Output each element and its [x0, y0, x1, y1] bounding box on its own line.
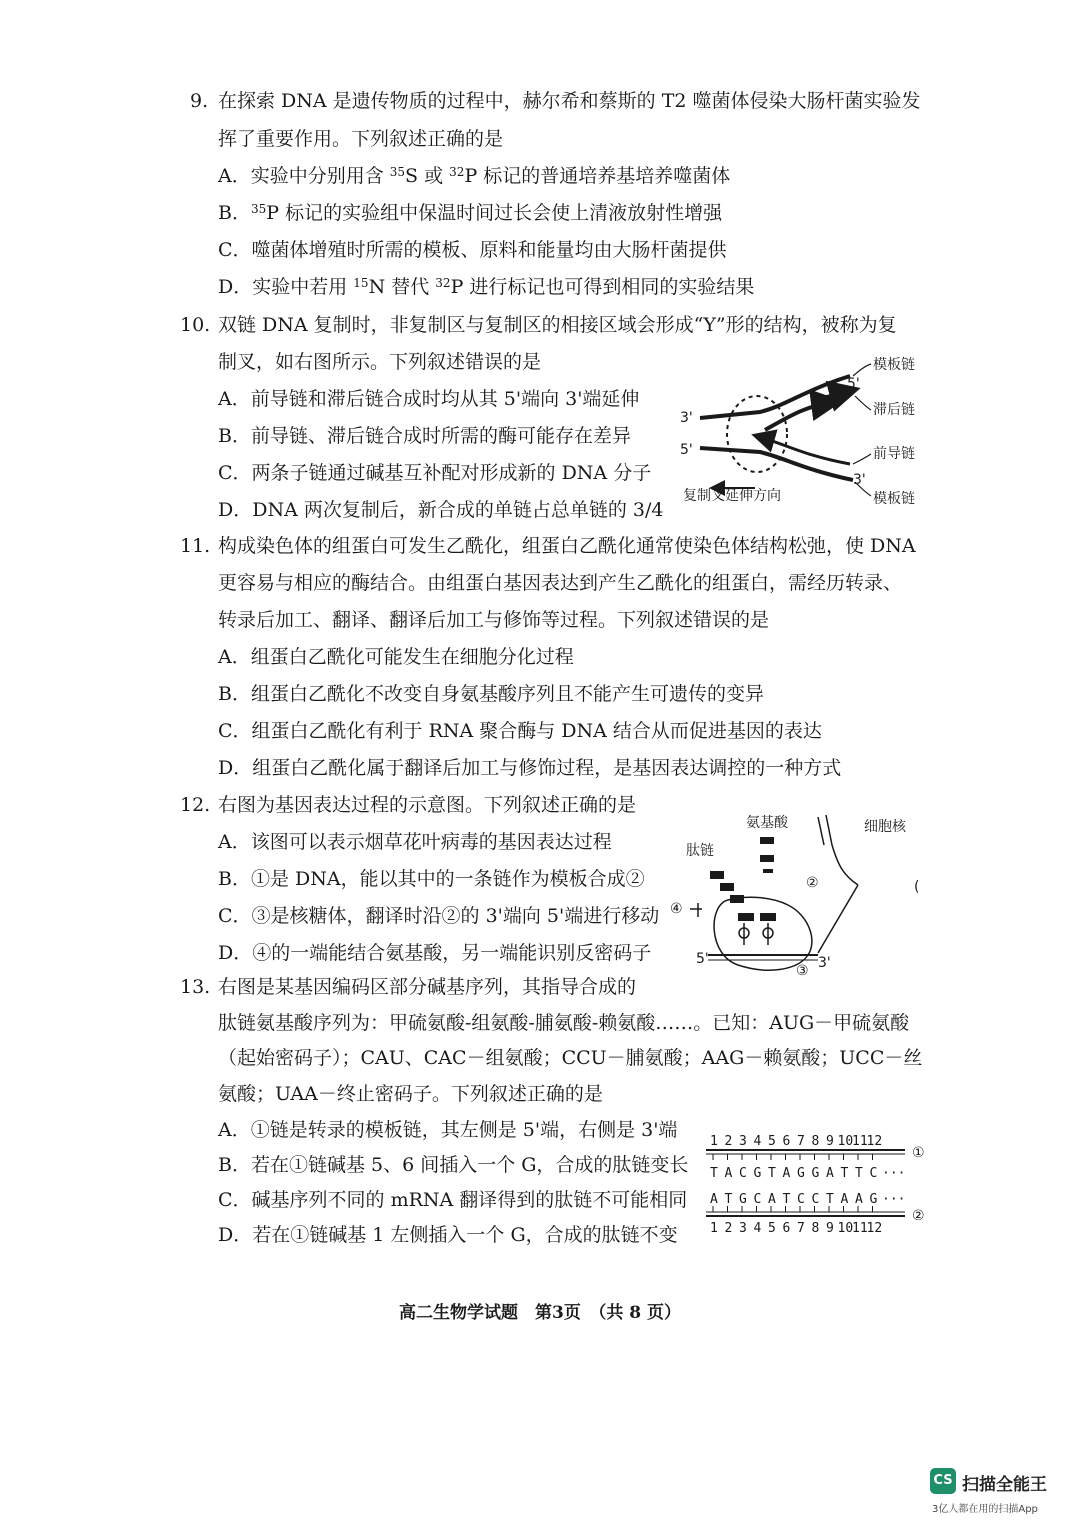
strand1-base: T	[768, 1166, 776, 1181]
q11-option-a: A．组蛋白乙酰化可能发生在细胞分化过程	[218, 646, 574, 668]
strand1-base: T	[840, 1166, 849, 1181]
position-number-top: 5	[768, 1134, 776, 1149]
position-number-top: 2	[724, 1134, 733, 1149]
q9-stem-line1: 在探索 DNA 是遗传物质的过程中，赫尔希和蔡斯的 T2 噬菌体侵染大肠杆菌实验发	[218, 90, 921, 112]
label-left-top: 3'	[680, 410, 693, 426]
q10-option-c: C．两条子链通过碱基互补配对形成新的 DNA 分子	[218, 462, 652, 484]
strand2-base: T	[826, 1192, 834, 1207]
label-template-top: 模板链	[873, 357, 915, 373]
position-number-top: 4	[753, 1134, 762, 1149]
label-m2: ②	[806, 875, 819, 891]
q11-stem-line3: 转录后加工、翻译、翻译后加工与修饰等过程。下列叙述错误的是	[218, 609, 770, 631]
q9-option-a: A．实验中分别用含 $^{35}$S 或 $^{32}$P 标记的普通培养基培养噬菌体	[218, 165, 731, 187]
label-edge: (	[914, 879, 920, 895]
q13-stem-line3: （起始密码子）；CAU、CAC－组氨酸；CCU－脯氨酸；AAG－赖氨酸；UCC－丝	[218, 1047, 923, 1069]
position-number-top: 3	[739, 1134, 747, 1149]
label-right-bottom: 3'	[853, 472, 866, 488]
scanner-logo-icon: CS	[930, 1468, 956, 1494]
q9-option-d: D．实验中若用 $^{15}$N 替代 $^{32}$P 进行标记也可得到相同的实验结果	[218, 276, 755, 298]
label-m4: ④	[670, 901, 683, 917]
q12-option-c: C．③是核糖体，翻译时沿②的 3'端向 5'端进行移动	[218, 905, 660, 927]
label-nucleus: 细胞核	[864, 819, 906, 835]
strand2-base: C	[797, 1192, 805, 1207]
position-number-top: 1	[710, 1134, 718, 1149]
q9-option-c: C．噬菌体增殖时所需的模板、原料和能量均由大肠杆菌提供	[218, 239, 727, 261]
strand1-base: T	[710, 1166, 718, 1181]
q11-option-b: B．组蛋白乙酰化不改变自身氨基酸序列且不能产生可遗传的变异	[218, 683, 764, 705]
q9-number: 9.	[190, 90, 209, 112]
strand2-base: T	[782, 1192, 791, 1207]
strand1-base: C	[869, 1166, 878, 1181]
label-amino-acid: 氨基酸	[746, 815, 788, 831]
strand2-base: A	[840, 1192, 849, 1207]
label-lagging: 滞后链	[873, 402, 915, 418]
strand1-base: A	[826, 1166, 834, 1181]
position-number-bottom: 3	[739, 1221, 747, 1236]
q10-number: 10.	[180, 314, 211, 336]
label-left-bottom: 5'	[680, 442, 693, 458]
base-sequence-figure	[700, 1130, 940, 1240]
strand1-base: G	[797, 1166, 805, 1181]
strand1-base: G	[811, 1166, 820, 1181]
q13-stem-line1: 右图是某基因编码区部分碱基序列，其指导合成的	[218, 976, 637, 998]
label-peptide: 肽链	[686, 843, 714, 859]
label-right-top: 5'	[847, 376, 860, 392]
label-leading: 前导链	[873, 446, 915, 462]
label-m3: ③	[796, 963, 809, 979]
strand1-label: ①	[912, 1145, 925, 1161]
q10-stem-line2: 制叉，如右图所示。下列叙述错误的是	[218, 351, 542, 373]
strand2-base: C	[811, 1192, 820, 1207]
position-number-bottom: 5	[768, 1221, 776, 1236]
strand2-label: ②	[912, 1208, 925, 1224]
strand1-base: C	[739, 1166, 747, 1181]
scanner-tagline: 3亿人都在用的扫描App	[932, 1504, 1038, 1515]
q12-option-b: B．①是 DNA，能以其中的一条链作为模板合成②	[218, 868, 645, 890]
label-three: 3'	[818, 955, 831, 971]
q13-option-d: D．若在①链碱基 1 左侧插入一个 G，合成的肽链不变	[218, 1224, 678, 1246]
strand2-base: A	[710, 1192, 718, 1207]
position-number-bottom: 12	[866, 1221, 883, 1236]
position-number-top: 8	[811, 1134, 820, 1149]
q13-option-a: A．①链是转录的模板链，其左侧是 5'端，右侧是 3'端	[218, 1119, 678, 1141]
q13-stem-line4: 氨酸；UAA－终止密码子。下列叙述正确的是	[218, 1083, 603, 1105]
position-number-bottom: 8	[811, 1221, 820, 1236]
strand1-base: A	[724, 1166, 733, 1181]
replication-fork-figure	[675, 348, 935, 516]
q13-option-b: B．若在①链碱基 5、6 间插入一个 G，合成的肽链变长	[218, 1154, 689, 1176]
position-number-bottom: 10	[837, 1221, 854, 1236]
q12-number: 12.	[180, 794, 211, 816]
label-direction: 复制叉延伸方向	[683, 488, 781, 504]
strand2-base: A	[855, 1192, 863, 1207]
position-number-top: 9	[826, 1134, 834, 1149]
q12-option-d: D．④的一端能结合氨基酸，另一端能识别反密码子	[218, 942, 652, 964]
scanner-name: 扫描全能王	[962, 1475, 1047, 1495]
gene-expression-figure	[668, 805, 938, 980]
q11-option-d: D．组蛋白乙酰化属于翻译后加工与修饰过程，是基因表达调控的一种方式	[218, 757, 842, 779]
q10-stem-line1: 双链 DNA 复制时，非复制区与复制区的相接区域会形成“Y”形的结构，被称为复	[218, 314, 897, 336]
q10-option-b: B．前导链、滞后链合成时所需的酶可能存在差异	[218, 425, 631, 447]
q10-option-d: D．DNA 两次复制后，新合成的单链占总单链的 3/4	[218, 499, 664, 521]
q13-stem-line2: 肽链氨基酸序列为：甲硫氨酸-组氨酸-脯氨酸-赖氨酸……。已知：AUG－甲硫氨酸	[218, 1012, 910, 1034]
label-five: 5'	[696, 951, 709, 967]
position-number-top: 6	[782, 1134, 791, 1149]
q13-number: 13.	[180, 976, 211, 998]
strand1-base: T	[855, 1166, 863, 1181]
position-number-top: 10	[837, 1134, 854, 1149]
q12-option-a: A．该图可以表示烟草花叶病毒的基因表达过程	[218, 831, 612, 853]
strand2-base: G	[739, 1192, 747, 1207]
q11-option-c: C．组蛋白乙酰化有利于 RNA 聚合酶与 DNA 结合从而促进基因的表达	[218, 720, 822, 742]
fork-circle	[727, 396, 787, 472]
leading-strand	[757, 436, 850, 464]
strand1-base: G	[753, 1166, 762, 1181]
q11-number: 11.	[180, 535, 211, 557]
q12-stem-line1: 右图为基因表达过程的示意图。下列叙述正确的是	[218, 794, 637, 816]
strand1-ellipsis: ···	[882, 1166, 906, 1181]
q10-option-a: A．前导链和滞后链合成时均从其 5'端向 3'端延伸	[218, 388, 640, 410]
position-number-top: 7	[797, 1134, 805, 1149]
position-number-top: 11	[852, 1134, 868, 1149]
strand2-base: T	[724, 1192, 733, 1207]
q9-stem-line2: 挥了重要作用。下列叙述正确的是	[218, 128, 504, 150]
position-number-bottom: 2	[724, 1221, 733, 1236]
position-number-bottom: 7	[797, 1221, 805, 1236]
q13-option-c: C．碱基序列不同的 mRNA 翻译得到的肽链不可能相同	[218, 1189, 688, 1211]
q9-option-b: B．$^{35}$P 标记的实验组中保温时间过长会使上清液放射性增强	[218, 202, 723, 224]
strand2-base: A	[768, 1192, 776, 1207]
position-number-bottom: 6	[782, 1221, 791, 1236]
strand1-base: A	[782, 1166, 791, 1181]
position-number-bottom: 9	[826, 1221, 834, 1236]
strand2-base: G	[869, 1192, 878, 1207]
position-number-bottom: 11	[852, 1221, 868, 1236]
label-template-bottom: 模板链	[873, 491, 915, 507]
position-number-bottom: 1	[710, 1221, 718, 1236]
q11-stem-line1: 构成染色体的组蛋白可发生乙酰化，组蛋白乙酰化通常使染色体结构松弛，使 DNA	[218, 535, 916, 557]
strand2-base: C	[753, 1192, 762, 1207]
q11-stem-line2: 更容易与相应的酶结合。由组蛋白基因表达到产生乙酰化的组蛋白，需经历转录、	[218, 572, 903, 594]
strand2-ellipsis: ···	[882, 1192, 906, 1207]
page-footer: 高二生物学试题 第3页 （共 8 页）	[399, 1303, 681, 1323]
position-number-top: 12	[866, 1134, 883, 1149]
position-number-bottom: 4	[753, 1221, 762, 1236]
